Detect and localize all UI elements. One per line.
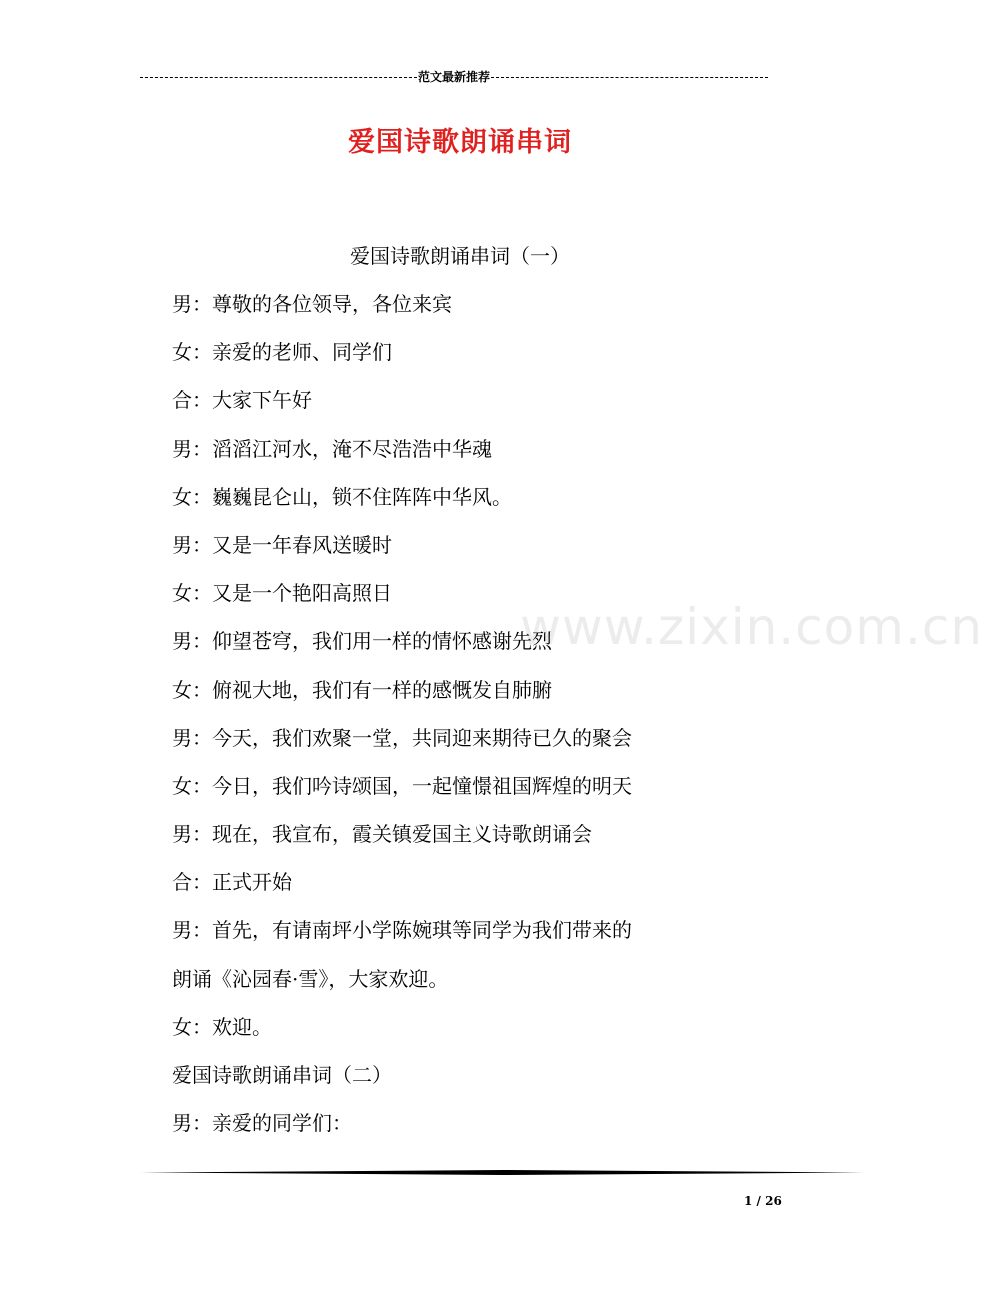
header-banner — [140, 68, 768, 85]
script-line: 男：仰望苍穹，我们用一样的情怀感谢先烈 — [172, 629, 552, 654]
header-label: 范文最新推荐 — [418, 70, 491, 84]
script-line: 女：亲爱的老师、同学们 — [172, 340, 392, 365]
script-line: 女：欢迎。 — [172, 1014, 272, 1039]
section-heading: 爱国诗歌朗诵串词（一） — [350, 244, 570, 268]
script-line: 朗诵《沁园春·雪》，大家欢迎。 — [172, 966, 449, 991]
script-line: 合：正式开始 — [172, 870, 292, 895]
script-line: 男：首先，有请南坪小学陈婉琪等同学为我们带来的 — [172, 918, 632, 943]
script-line: 男：现在，我宣布，霞关镇爱国主义诗歌朗诵会 — [172, 822, 592, 847]
header-dash-right — [491, 77, 768, 78]
script-lines — [172, 288, 752, 1155]
header-dash-left — [140, 77, 417, 78]
script-line: 女：今日，我们吟诗颂国，一起憧憬祖国辉煌的明天 — [172, 773, 632, 798]
script-line: 男：亲爱的同学们： — [172, 1111, 352, 1136]
script-line: 爱国诗歌朗诵串词（二） — [172, 1063, 392, 1087]
script-line: 男：滔滔江河水，淹不尽浩浩中华魂 — [172, 436, 492, 461]
script-line: 男：又是一年春风送暖时 — [172, 532, 392, 557]
watermark: www.zixin.com.cn — [520, 598, 983, 656]
script-line: 女：俯视大地，我们有一样的感慨发自肺腑 — [172, 677, 552, 702]
document-title: 爱国诗歌朗诵串词 — [348, 127, 572, 158]
script-line: 男：今天，我们欢聚一堂，共同迎来期待已久的聚会 — [172, 725, 632, 750]
script-line: 男：尊敬的各位领导，各位来宾 — [172, 292, 452, 316]
script-line: 女：又是一个艳阳高照日 — [172, 581, 392, 606]
script-line: 女：巍巍昆仑山，锁不住阵阵中华风。 — [172, 484, 512, 509]
script-line: 合：大家下午好 — [172, 388, 312, 413]
footer-divider — [140, 1170, 864, 1175]
page-number: 1 / 26 — [744, 1194, 782, 1208]
